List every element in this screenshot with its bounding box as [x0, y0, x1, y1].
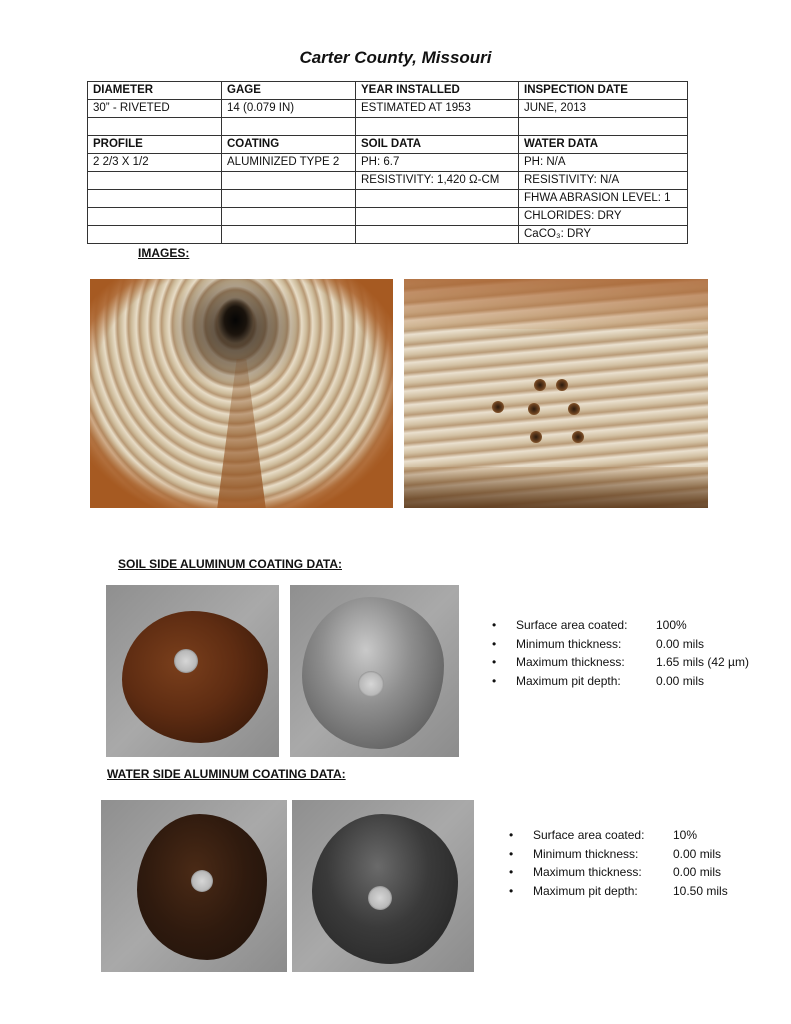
- table-cell: CaCO₃: DRY: [519, 226, 688, 244]
- list-item: [492, 635, 749, 654]
- table-cell: [222, 190, 356, 208]
- images-label: IMAGES:: [138, 246, 190, 260]
- table-cell: [356, 226, 519, 244]
- bullet-icon: •: [509, 883, 514, 898]
- bullet-icon: •: [509, 828, 514, 842]
- page-title: Carter County, Missouri: [299, 48, 492, 67]
- soil-side-data-list: [492, 616, 749, 690]
- table-cell: 30” - RIVETED: [88, 100, 222, 118]
- table-cell: [88, 118, 222, 136]
- list-item: [509, 863, 728, 882]
- property-value: 0.00 mils: [673, 865, 722, 879]
- coupon-hole: [530, 431, 542, 443]
- coupon-holes-photo: [404, 279, 708, 508]
- culvert-rim-rust: [90, 279, 393, 508]
- culvert-info-table: [87, 81, 688, 244]
- culvert-crown-rust: [404, 279, 708, 329]
- culvert-interior-photo: [90, 279, 393, 508]
- property-label: Maximum thickness:: [533, 865, 642, 879]
- table-row: [88, 190, 688, 208]
- coupon-hole: [492, 401, 504, 413]
- property-label: Minimum thickness:: [533, 846, 639, 861]
- property-value: 100%: [656, 618, 687, 632]
- bullet-icon: •: [509, 846, 514, 861]
- table-cell: [356, 118, 519, 136]
- culvert-invert-shadow: [404, 467, 708, 508]
- property-value: 0.00 mils: [656, 636, 705, 651]
- table-row: [88, 154, 688, 172]
- coupon-hole: [556, 379, 568, 391]
- table-cell: [222, 118, 356, 136]
- table-cell: COATING: [222, 136, 356, 154]
- table-cell: [222, 172, 356, 190]
- coupon-hole: [528, 403, 540, 415]
- table-cell: [88, 190, 222, 208]
- bullet-icon: •: [509, 865, 514, 879]
- bullet-icon: •: [492, 636, 497, 651]
- table-cell: [222, 226, 356, 244]
- coupon-center-hole: [191, 870, 213, 892]
- soil-side-coupon-after-photo: [290, 585, 459, 757]
- table-row: [88, 82, 688, 100]
- table-cell: 14 (0.079 IN): [222, 100, 356, 118]
- table-cell: RESISTIVITY: 1,420 Ω-CM: [356, 172, 519, 190]
- table-row: [88, 136, 688, 154]
- table-cell: ESTIMATED AT 1953: [356, 100, 519, 118]
- table-row: [88, 100, 688, 118]
- table-cell: CHLORIDES: DRY: [519, 208, 688, 226]
- table-row: [88, 118, 688, 136]
- rusted-coupon: [122, 611, 268, 743]
- table-cell: PROFILE: [88, 136, 222, 154]
- coupon-hole: [534, 379, 546, 391]
- coupon-center-hole: [174, 649, 198, 673]
- property-label: Minimum thickness:: [516, 636, 622, 651]
- table-cell: PH: 6.7: [356, 154, 519, 172]
- table-cell: FHWA ABRASION LEVEL: 1: [519, 190, 688, 208]
- water-side-coupon-before-photo: [101, 800, 287, 972]
- table-cell: ALUMINIZED TYPE 2: [222, 154, 356, 172]
- list-item: [509, 882, 728, 901]
- property-value: 0.00 mils: [656, 673, 705, 688]
- property-label: Maximum pit depth:: [533, 883, 638, 898]
- table-cell: JUNE, 2013: [519, 100, 688, 118]
- table-cell: YEAR INSTALLED: [356, 82, 519, 100]
- table-cell: [519, 118, 688, 136]
- coupon-hole: [568, 403, 580, 415]
- table-cell: 2 2/3 X 1/2: [88, 154, 222, 172]
- table-cell: [222, 208, 356, 226]
- list-item: [492, 616, 749, 635]
- property-label: Maximum thickness:: [516, 655, 625, 669]
- table-cell: SOIL DATA: [356, 136, 519, 154]
- list-item: [492, 672, 749, 691]
- water-side-coupon-after-photo: [292, 800, 474, 972]
- table-row: [88, 208, 688, 226]
- property-label: Surface area coated:: [533, 828, 645, 842]
- table-row: [88, 172, 688, 190]
- table-cell: [356, 208, 519, 226]
- list-item: [509, 845, 728, 864]
- bullet-icon: •: [492, 673, 497, 688]
- water-side-data-list: [509, 826, 728, 900]
- property-label: Maximum pit depth:: [516, 673, 621, 688]
- property-value: 1.65 mils (42 µm): [656, 655, 749, 669]
- table-cell: [88, 208, 222, 226]
- table-cell: PH: N/A: [519, 154, 688, 172]
- table-cell: GAGE: [222, 82, 356, 100]
- bullet-icon: •: [492, 618, 497, 632]
- list-item: [509, 826, 728, 845]
- coupon-center-hole: [368, 886, 392, 910]
- bullet-icon: •: [492, 655, 497, 669]
- list-item: [492, 653, 749, 672]
- water-side-heading: WATER SIDE ALUMINUM COATING DATA:: [107, 767, 346, 781]
- table-cell: [88, 226, 222, 244]
- table-cell: INSPECTION DATE: [519, 82, 688, 100]
- property-value: 0.00 mils: [673, 846, 722, 861]
- property-value: 10.50 mils: [673, 883, 728, 898]
- table-cell: DIAMETER: [88, 82, 222, 100]
- coupon-center-hole: [358, 671, 384, 697]
- table-cell: WATER DATA: [519, 136, 688, 154]
- coupon-hole: [572, 431, 584, 443]
- soil-side-heading: SOIL SIDE ALUMINUM COATING DATA:: [118, 557, 342, 571]
- property-label: Surface area coated:: [516, 618, 628, 632]
- table-cell: [356, 190, 519, 208]
- table-cell: RESISTIVITY: N/A: [519, 172, 688, 190]
- table-cell: [88, 172, 222, 190]
- soil-side-coupon-before-photo: [106, 585, 279, 757]
- property-value: 10%: [673, 828, 698, 842]
- table-row: [88, 226, 688, 244]
